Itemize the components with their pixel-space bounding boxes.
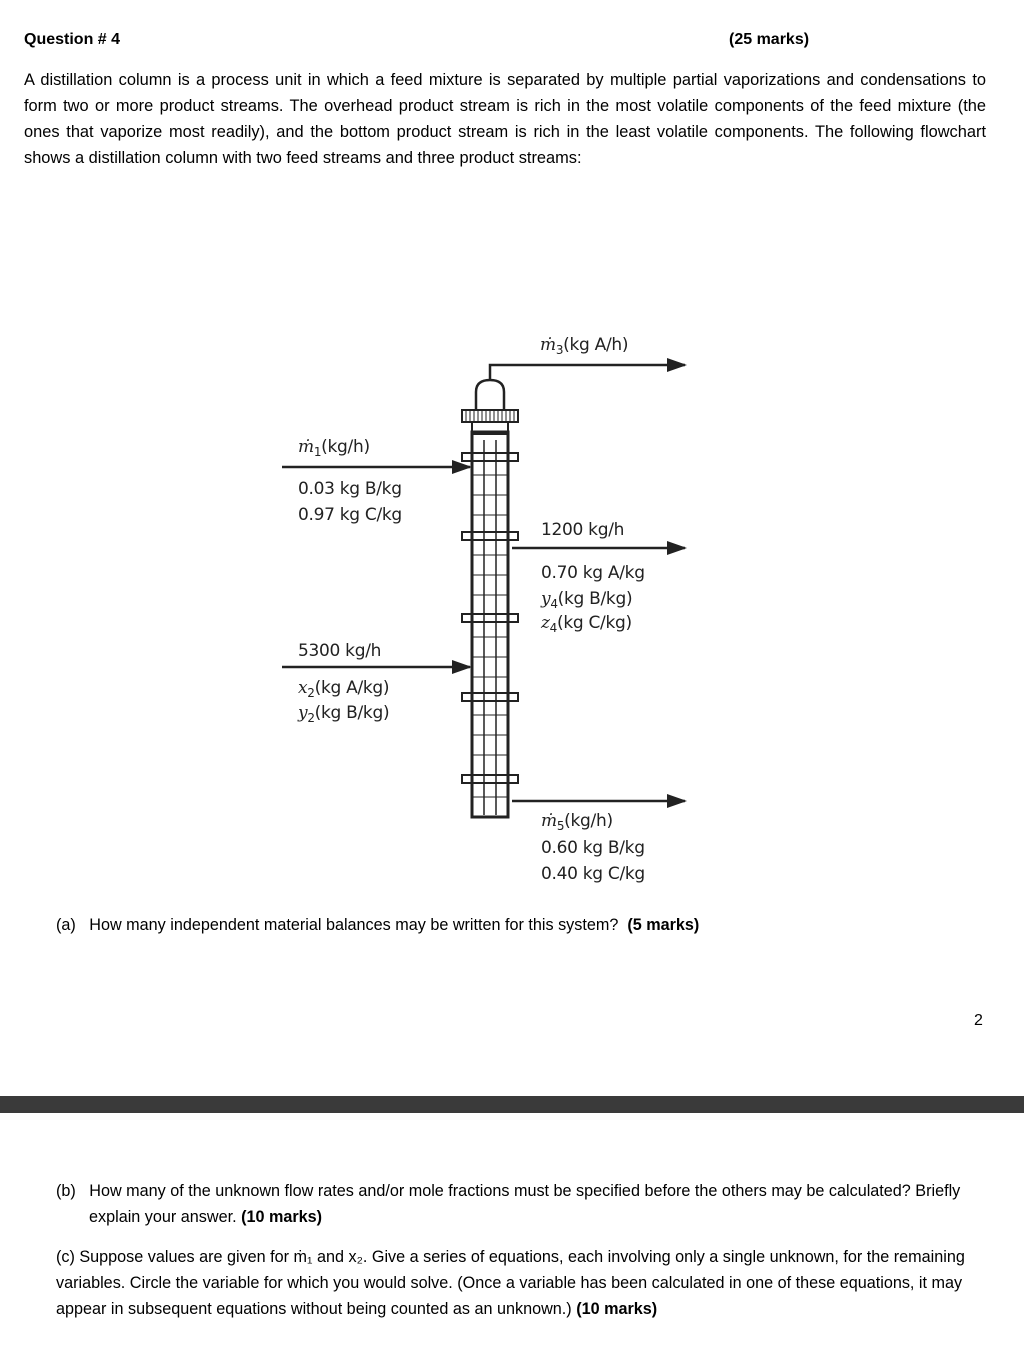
stream-2-flow: 5300 kg/h [298, 641, 382, 661]
part-b-marks: (10 marks) [241, 1208, 323, 1226]
stream-4-fraction-a: 0.70 kg A/kg [541, 563, 645, 583]
page-divider [0, 1096, 1024, 1113]
question-intro: A distillation column is a process unit in which a feed mixture is separated by multiple partial vaporizations and condensations to form two or more product streams. The overhead product stream is rich in the most volatile components of the feed mixture (the ones that vaporize most readily), and the bottom product stream is rich in the least volatile components. The following flowchart shows a distillation column with two feed streams and three product streams: [24, 71, 986, 167]
stream-4-fraction-b: $y_4(kg$ B/kg) [541, 589, 633, 611]
page-number: 2 [974, 1012, 983, 1029]
part-c-text: (c) Suppose values are given for ṁ₁ and x₂. Give a series of equations, each involving only a single unknown, for the remaining variables. Circle the variable for which you would solve. (Once a variable has been calculated in one of these equations, it may appear in subsequent equations without being counted as an unknown.) [56, 1248, 965, 1318]
stream-3-arrow [490, 365, 685, 380]
question-marks: (25 marks) [729, 31, 810, 48]
stream-4-flow: 1200 kg/h [541, 520, 625, 540]
part-a-marks: (5 marks) [627, 916, 700, 934]
part-c-marks: (10 marks) [576, 1300, 658, 1318]
stream-5-fraction-b: 0.60 kg B/kg [541, 838, 645, 858]
stream-3-label: ṁ$_3$(kg A/h) [540, 335, 629, 357]
part-b-text: How many of the unknown flow rates and/or mole fractions must be specified before the others may be calculated? Briefly explain your answer. [89, 1182, 961, 1226]
stream-2-fraction-a: $x_2(kg$ A/kg) [298, 678, 390, 700]
part-b-label: (b) [56, 1182, 76, 1200]
stream-1-fraction-b: 0.03 kg B/kg [298, 479, 402, 499]
stream-5-label: ṁ$_5$(kg/h) [541, 811, 613, 833]
part-b [56, 1178, 986, 1230]
stream-1-fraction-c: 0.97 kg C/kg [298, 505, 402, 525]
stream-1-label: ṁ$_1$(kg/h) [298, 437, 370, 459]
part-a-text: How many independent material balances may be written for this system? [89, 916, 619, 934]
part-a [56, 912, 699, 938]
part-c [56, 1244, 986, 1322]
question-title: Question # 4 [24, 31, 121, 48]
stream-2-fraction-b: $y_2(kg$ B/kg) [298, 703, 390, 725]
stream-4-fraction-c: $z_4(kg$ C/kg) [541, 613, 632, 635]
stream-5-fraction-c: 0.40 kg C/kg [541, 864, 645, 884]
column-body [462, 380, 518, 817]
part-a-label: (a) [56, 916, 76, 934]
